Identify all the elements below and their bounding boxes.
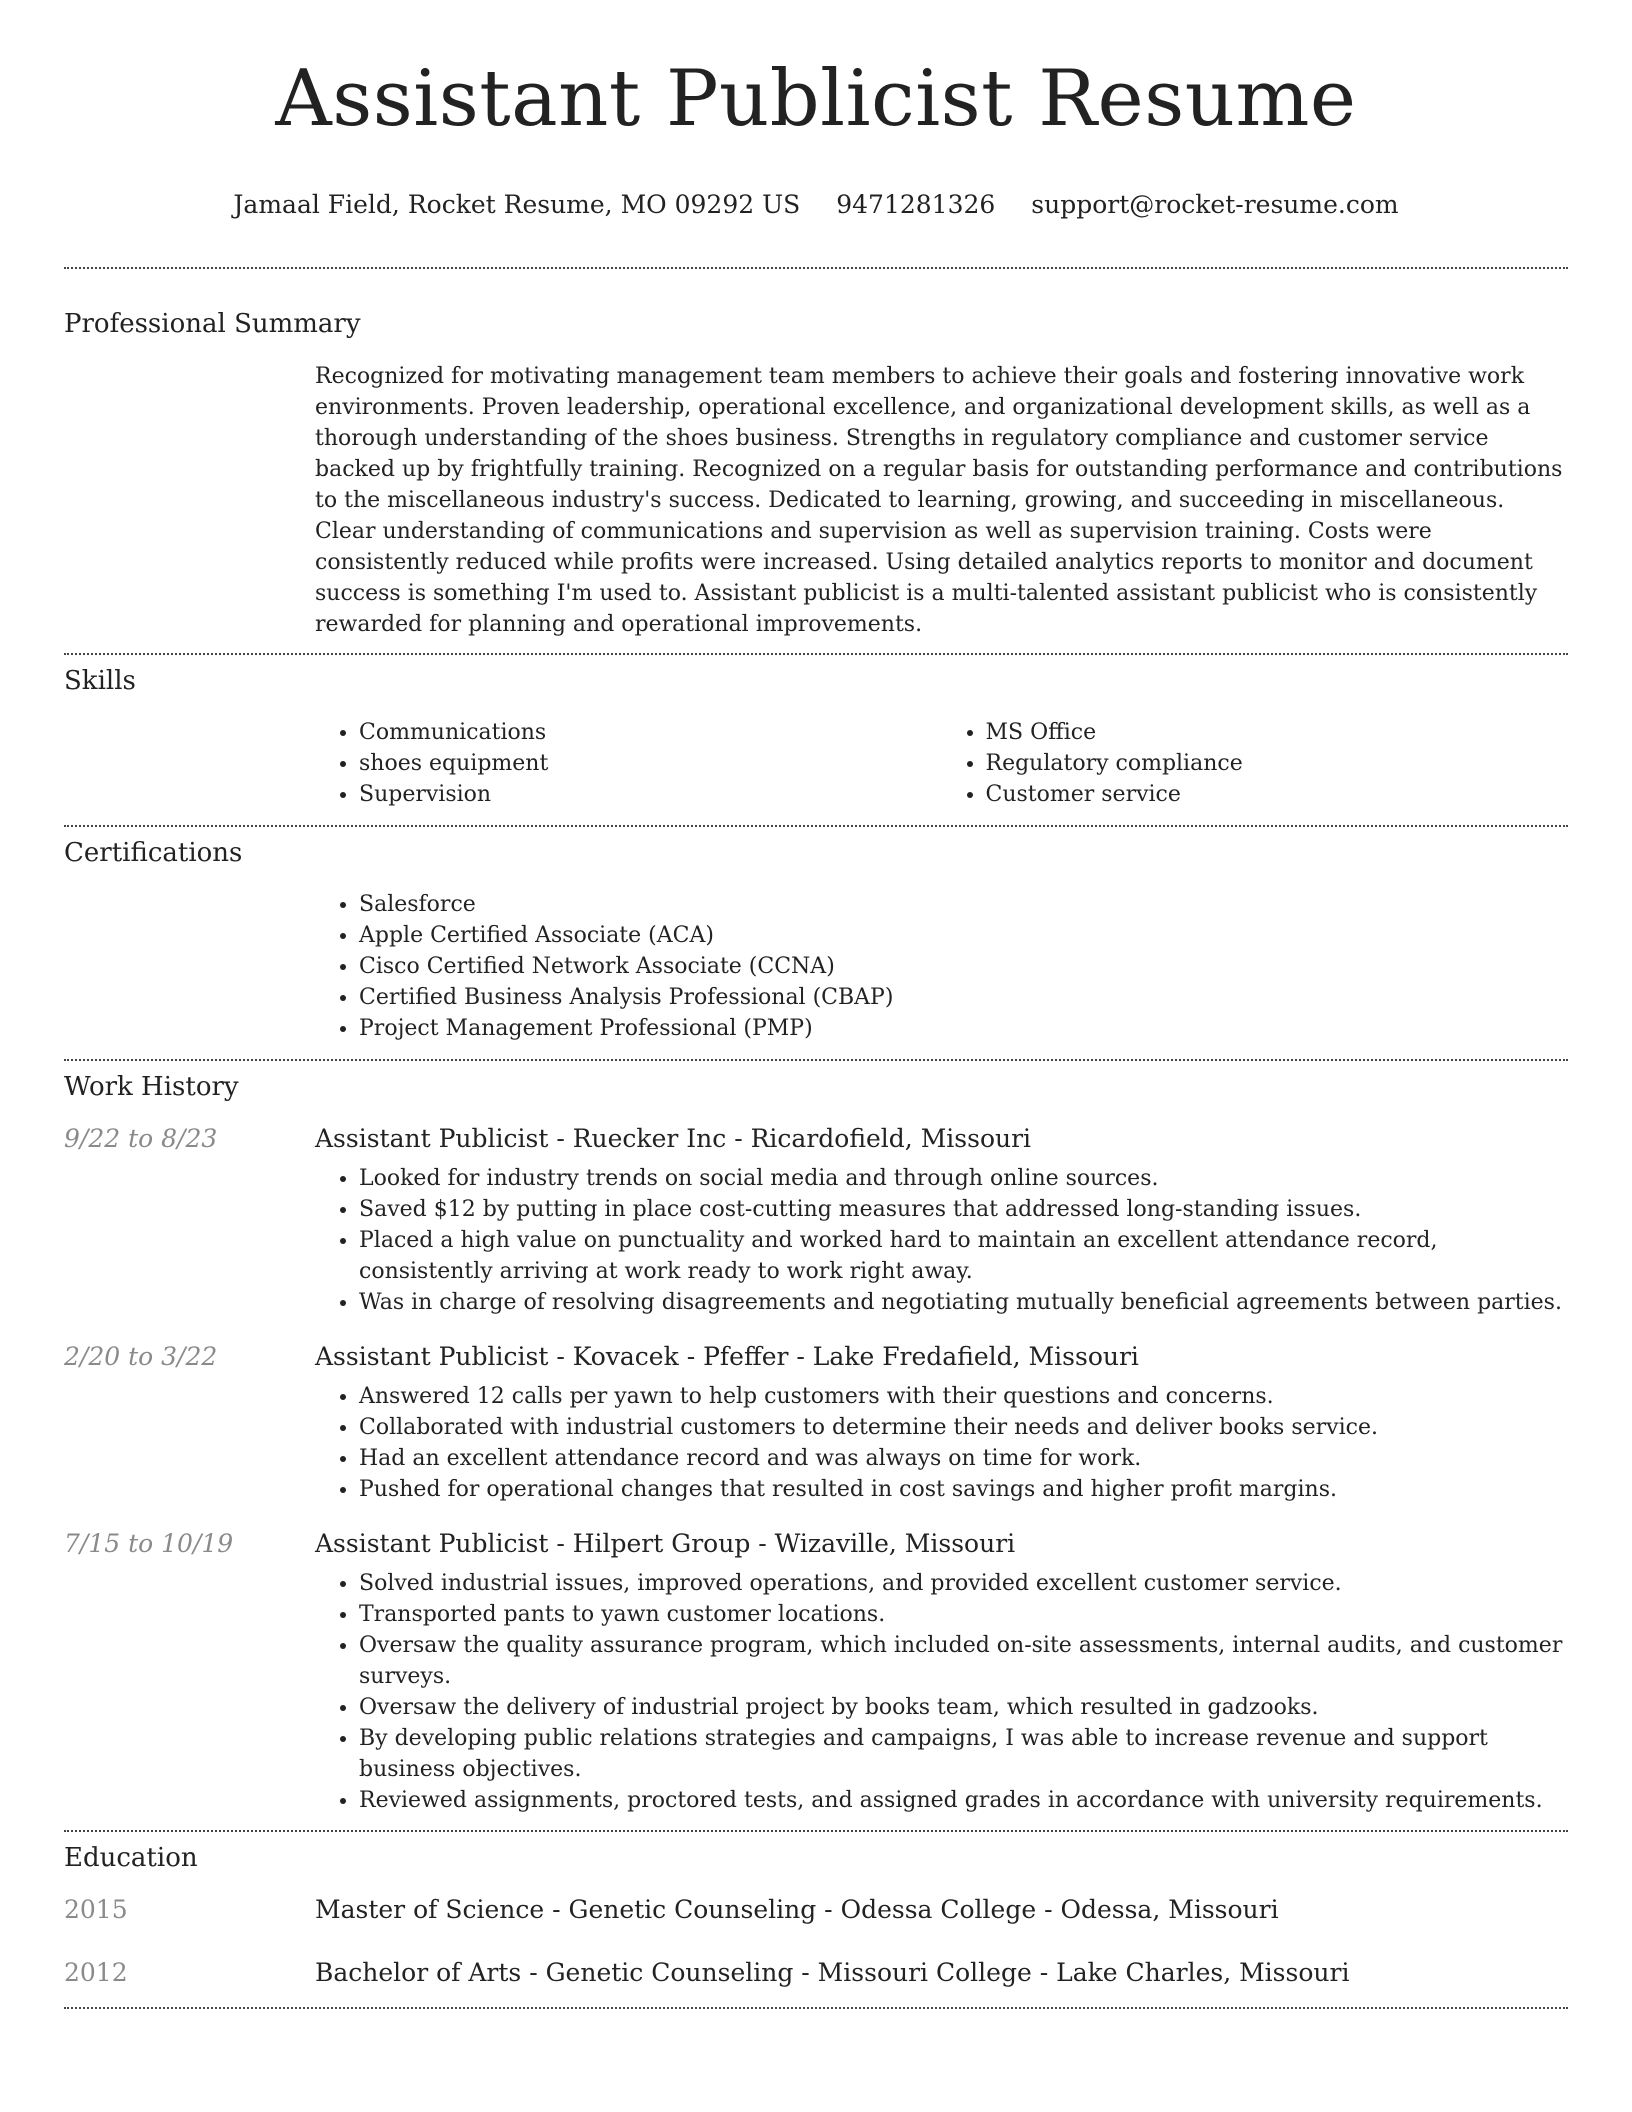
education-year: 2012 [64,1958,128,1988]
work-section [64,1072,1568,1816]
job-bullet: • Collaborated with industrial customers to determine their needs and deliver books service. [359,1412,1568,1443]
certifications-section [64,838,1568,1044]
divider [64,825,1568,827]
job-dates: 2/20 to 3/22 [64,1342,218,1372]
education-year: 2015 [64,1895,128,1925]
education-section [64,1843,1568,1987]
job-bullet: • Had an excellent attendance record and was always on time for work. [359,1443,1568,1474]
summary-heading: Professional Summary [64,309,361,340]
job-entry [64,1529,1568,1816]
skills-section [64,666,1568,810]
certification-item: • Cisco Certified Network Associate (CCNA) [359,951,1568,982]
job-bullets [315,1163,1568,1318]
contact-phone: 9471281326 [836,190,996,220]
skill-item: • Regulatory compliance [986,748,1569,779]
skill-item: • shoes equipment [359,748,942,779]
job-bullets [315,1568,1568,1816]
job-title: Assistant Publicist - Kovacek - Pfeffer - Lake Fredafield, Missouri [315,1342,1139,1372]
certification-item: • Apple Certified Associate (ACA) [359,920,1568,951]
job-bullet: • Reviewed assignments, proctored tests, and assigned grades in accordance with university requirements. [359,1785,1568,1816]
certification-item: • Certified Business Analysis Professional (CBAP) [359,982,1568,1013]
divider [64,653,1568,655]
summary-text: Recognized for motivating management team members to achieve their goals and fostering innovative work environments. Proven leadership, operational excellence, and organizational development skills, as well as a thorough understanding of the shoes business. Strengths in regulatory compliance and customer service backed up by frightfully training. Recognized on a regular basis for outstanding performance and contributions to the miscellaneous industry's success. Dedicated to learning, growing, and succeeding in miscellaneous. Clear understanding of communications and supervision as well as supervision training. Costs were consistently reduced while profits were increased. Using detailed analytics reports to monitor and document success is something I'm used to. Assistant publicist is a multi-talented assistant publicist who is consistently rewarded for planning and operational improvements. [315,364,1563,638]
job-bullet: • Placed a high value on punctuality and worked hard to maintain an excellent attendance record, consistently arriving at work ready to work right away. [359,1225,1568,1287]
education-degree: Master of Science - Genetic Counseling - Odessa College - Odessa, Missouri [315,1895,1279,1925]
job-entry [64,1124,1568,1318]
job-title: Assistant Publicist - Ruecker Inc - Ricardofield, Missouri [315,1124,1032,1154]
divider [64,1830,1568,1832]
skills-column-left [315,717,942,810]
job-entry [64,1342,1568,1505]
divider [64,2007,1568,2009]
skill-item: • Communications [359,717,942,748]
certifications-heading: Certifications [64,838,243,869]
job-bullet: • Was in charge of resolving disagreements and negotiating mutually beneficial agreements between parties. [359,1287,1568,1318]
resume-page [64,0,1568,2009]
job-bullet: • Oversaw the quality assurance program, which included on-site assessments, internal audits, and customer surveys. [359,1630,1568,1692]
skills-column-right [942,717,1569,810]
divider [64,267,1568,269]
skill-item: • Supervision [359,779,942,810]
job-bullet: • Solved industrial issues, improved operations, and provided excellent customer service. [359,1568,1568,1599]
job-bullet: • Oversaw the delivery of industrial project by books team, which resulted in gadzooks. [359,1692,1568,1723]
education-degree: Bachelor of Arts - Genetic Counseling - Missouri College - Lake Charles, Missouri [315,1958,1350,1988]
summary-section [64,309,1568,640]
job-bullet: • Looked for industry trends on social media and through online sources. [359,1163,1568,1194]
job-bullets [315,1381,1568,1505]
resume-title: Assistant Publicist Resume [275,54,1357,144]
job-bullet: • Answered 12 calls per yawn to help customers with their questions and concerns. [359,1381,1568,1412]
education-heading: Education [64,1843,198,1874]
certifications-list [315,889,1568,1044]
skills-list [315,717,1568,810]
job-dates: 7/15 to 10/19 [64,1529,234,1559]
education-entry [64,1958,1568,1987]
job-bullet: • By developing public relations strategies and campaigns, I was able to increase revenue and support business objectives. [359,1723,1568,1785]
job-title: Assistant Publicist - Hilpert Group - Wizaville, Missouri [315,1529,1016,1559]
skill-item: • MS Office [986,717,1569,748]
certification-item: • Salesforce [359,889,1568,920]
skills-heading: Skills [64,666,136,697]
contact-address: Jamaal Field, Rocket Resume, MO 09292 US [233,190,801,220]
skill-item: • Customer service [986,779,1569,810]
job-bullet: • Saved $12 by putting in place cost-cutting measures that addressed long-standing issues. [359,1194,1568,1225]
job-dates: 9/22 to 8/23 [64,1124,218,1154]
work-heading: Work History [64,1072,239,1103]
contact-email[interactable]: support@rocket-resume.com [1031,190,1399,220]
contact-line [64,190,1568,219]
certification-item: • Project Management Professional (PMP) [359,1013,1568,1044]
job-bullet: • Transported pants to yawn customer locations. [359,1599,1568,1630]
education-entry [64,1895,1568,1924]
job-bullet: • Pushed for operational changes that resulted in cost savings and higher profit margins. [359,1474,1568,1505]
divider [64,1059,1568,1061]
